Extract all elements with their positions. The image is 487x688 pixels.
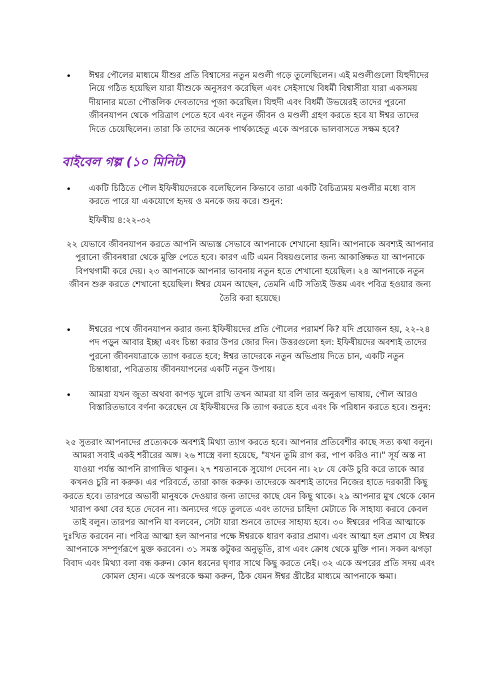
scripture-passage-2: ২৫ সুতরাং আপনাদের প্রত্যেককে অবশ্যই মিথ্যা ত্যাগ করতে হবে। আপনার প্রতিবেশীর কাছে সত্য কথা বলুন। আমরা সবাই একই শরীরের অঙ্গ। ২৬ শাস্ত্রে বলা হয়েছে, "যখন তুমি রাগ কর, পাপ করিও না।" সূর্য অস্ত না যাওয়া পর্যন্ত আপনি রাগান্বিত থাকুন। ২৭ শয়তানকে সুযোগ দেবেন না। ২৮ যে কেউ চুরি করে তাকে আর কখনও চুরি না করুক। এর পরিবর্তে, তারা কাজ করুক। তাদেরকে অবশ্যই তাদের নিজের হাতে দরকারী কিছু করতে হবে। তারপরে অভাবী মানুষকে দেওয়ার জন্য তাদের কাছে যেন কিছু থাকে। ২৯ আপনার মুখ থেকে কোন খারাপ কথা বের হতে দেবেন না। অন্যদের গড়ে তুলতে এবং তাদের চাহিদা মেটাতে কি সাহায্য করবে কেবল তাই বলুন। তারপর আপনি যা বলবেন, সেটা যারা শুনবে তাদের সাহায্য হবে। ৩০ ঈশ্বরের পবিত্র আত্মাকে দুঃখিত করবেন না। পবিত্র আত্মা হল আপনার পক্ষে ঈশ্বরকে ধারণ করার প্রমাণ। এবং আত্মা হল প্রমাণ যে ঈশ্বর আপনাকে সম্পূর্ণরূপে মুক্ত করবেন। ৩১ সমস্ত কটুকর অনুভূতি, রাগ এবং ক্রোধ থেকে মুক্তি পান। সকল ঝগড়া বিবাদ এবং মিথ্যা বলা বন্ধ করুন। কোন ধরনের ঘৃণার সাথে কিছু করতে নেই। ৩২ একে অপরের প্রতি সদয় এবং কোমল হোন। একে অপরকে ক্ষমা করুন, ঠিক যেমন ঈশ্বর খ্রীষ্টের মাধ্যমে আপনাকে ক্ষমা। bbox=[62, 438, 435, 583]
advice-paragraph: ঈশ্বরের পথে জীবনযাপন করার জন্য ইফিষীয়দের প্রতি পৌলের পরামর্শ কি? যদি প্রয়োজন হয়, ২২-২৪ পদ পড়ুন আবার ইচ্ছা এবং চিন্তা করার উপর জোর দিন। উত্তরগুলো হল: ইফিষীয়দের অবশ্যই তাদের পুরনো জীবনযাত্রাকে ত্যাগ করতে হবে; ঈশ্বর তাদেরকে নতুন অভিপ্রায় দিতে চান, একটি নতুন চিন্তাধারা, পবিত্রতায় জীবনযাপনের একটি নতুন উপায়। bbox=[89, 325, 431, 376]
scripture-reference: ইফিষীয় ৪:২২-৩২ bbox=[89, 216, 152, 226]
bullet-2 bbox=[66, 185, 71, 195]
bullet-1 bbox=[66, 72, 71, 82]
bullet-3 bbox=[66, 326, 71, 336]
intro-paragraph: ঈশ্বর পৌলের মাধ্যমে যীশুর প্রতি বিশ্বাসের নতুন মণ্ডলী গড়ে তুলেছিলেন। এই মণ্ডলীগুলো যিহুদীদের নিয়ে গঠিত হয়েছিল যারা যীশুকে অনুসরণ করেছিল এবং সেইসাথে বিধর্মী বিশ্বাসীরা যারা একসময় দীয়ানার মতো পৌত্তলিক দেবতাদের পূজা করেছিল। যিহুদী এবং বিধর্মী উভয়েরই তাদের পুরনো জীবনযাপন থেকে পরিত্রাণ পেতে হবে এবং নতুন জীবন ও মণ্ডলী গ্রহণ করতে হবে যা ঈশ্বর তাদের দিতে চেয়েছিলেন। তারা কি তাদের অনেক পার্থক্যহেতু একে অপরকে ভালবাসতে সক্ষম হবে? bbox=[89, 71, 429, 135]
clothing-paragraph: আমরা যখন জুতা অথবা কাপড় খুলে রাখি তখন আমরা যা বলি তার অনুরূপ ভাষায়, পৌল আরও বিস্তারিতভাবে বর্ণনা করেছেন যে ইফিষীয়দের কি ত্যাগ করতে হবে এবং কি পরিধান করতে হবে। শুনুন: bbox=[89, 390, 431, 414]
section-heading: বাইবেল গল্প (১০ মিনিট) bbox=[62, 154, 187, 169]
bullet-4 bbox=[66, 391, 71, 401]
scripture-passage-1: ২২ যেভাবে জীবনযাপন করতে আপনি অভ্যস্ত সেভাবে আপনাকে শেখানো হয়নি। আপনাকে অবশ্যই আপনার পুরানো জীবনধারা থেকে মুক্তি পেতে হবে। কারণ এটি এমন বিষয়গুলোর জন্য আকাঙ্ক্ষিত যা আপনাকে বিপথগামী করে দেয়। ২৩ আপনাকে আপনার ভাবনায় নতুন হতে শেখানো হয়েছিল। ২৪ আপনাকে নতুন জীবন শুরু করতে শেখানো হয়েছিল। ঈশ্বর যেমন আছেন, তেমনি এটি সত্যিই উত্তম এবং পবিত্র হওয়ার জন্য তৈরি করা হয়েছে। bbox=[66, 240, 434, 304]
letter-paragraph: একটি চিঠিতে পৌল ইফিষীয়দেরকে বলেছিলেন কিভাবে তারা একটি বৈচিত্র্যময় মণ্ডলীর মধ্যে বাস করতে পারে যা একযোগে হৃদয় ও মনকে জয় করে। শুনুন: bbox=[89, 184, 416, 208]
